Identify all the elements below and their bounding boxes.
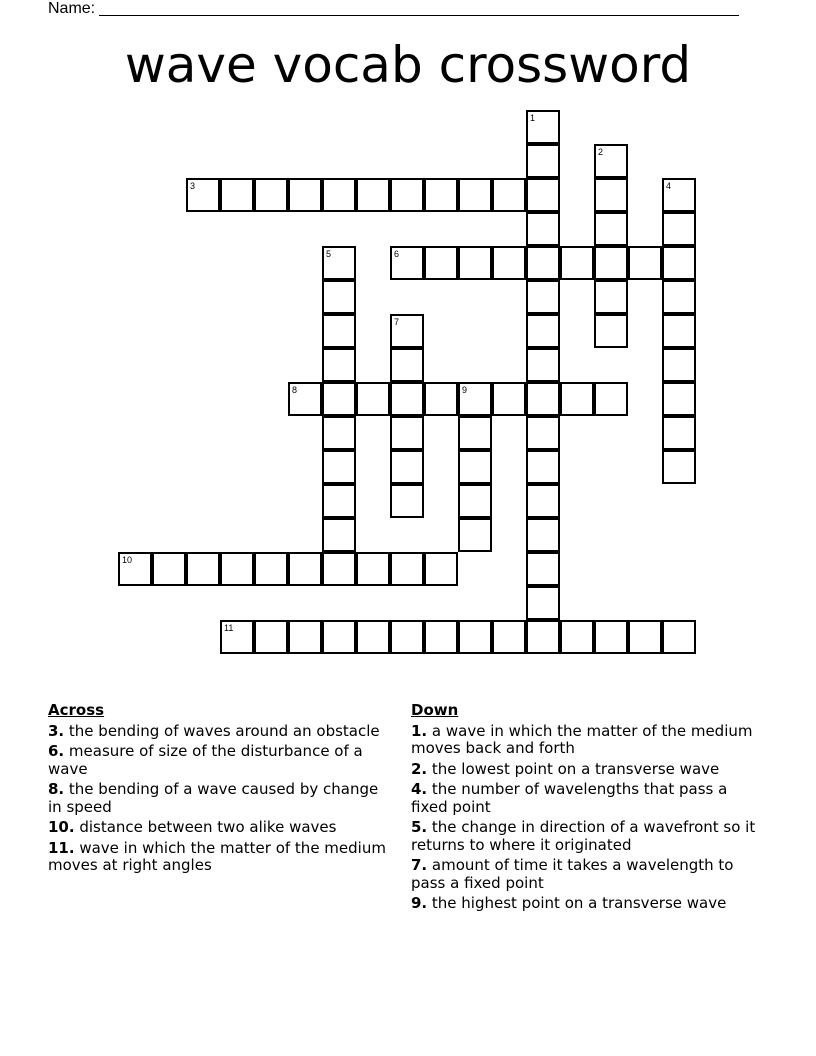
grid-cell[interactable] xyxy=(526,552,560,586)
clue-item xyxy=(411,781,756,816)
grid-cell[interactable] xyxy=(594,246,628,280)
clue-text: wave in which the matter of the medium moves at right angles xyxy=(48,838,386,874)
clue-num: 4. xyxy=(411,780,428,798)
grid-cell[interactable] xyxy=(458,178,492,212)
grid-cell[interactable] xyxy=(492,178,526,212)
clue-text: a wave in which the matter of the medium moves back and forth xyxy=(411,721,753,757)
clue-num: 1. xyxy=(411,721,428,740)
grid-cell[interactable] xyxy=(390,348,424,382)
grid-cell[interactable] xyxy=(594,212,628,246)
down-heading: Down xyxy=(411,701,459,719)
grid-cell[interactable] xyxy=(322,348,356,382)
grid-cell[interactable] xyxy=(458,518,492,552)
grid-cell[interactable] xyxy=(356,178,390,212)
grid-cell[interactable] xyxy=(662,212,696,246)
clue-num: 6. xyxy=(48,742,65,760)
grid-cell[interactable] xyxy=(424,246,458,280)
grid-cell[interactable] xyxy=(390,450,424,484)
across-heading: Across xyxy=(48,701,105,719)
grid-cell[interactable] xyxy=(322,484,356,518)
grid-cell[interactable] xyxy=(390,552,424,586)
clue-item xyxy=(411,819,756,854)
grid-cell[interactable] xyxy=(390,382,424,416)
grid-cell[interactable] xyxy=(662,314,696,348)
grid-cell[interactable] xyxy=(560,382,594,416)
grid-cell[interactable] xyxy=(526,280,560,314)
grid-cell[interactable] xyxy=(390,314,424,348)
grid-cell[interactable] xyxy=(526,178,560,212)
grid-cell[interactable] xyxy=(424,552,458,586)
grid-cell[interactable] xyxy=(594,144,628,178)
grid-cell[interactable] xyxy=(356,620,390,654)
down-clues xyxy=(411,702,756,916)
grid-cell[interactable] xyxy=(662,246,696,280)
grid-cell[interactable] xyxy=(424,178,458,212)
clue-text: the number of wavelengths that pass a fixed point xyxy=(411,780,728,816)
grid-cell[interactable] xyxy=(594,280,628,314)
grid-cell[interactable] xyxy=(186,552,220,586)
grid-cell[interactable] xyxy=(322,450,356,484)
grid-cell[interactable] xyxy=(662,348,696,382)
clue-text: the bending of a wave caused by change in speed xyxy=(48,780,379,816)
grid-cell[interactable] xyxy=(322,518,356,552)
clue-number: 11 xyxy=(224,623,234,633)
clue-num: 5. xyxy=(411,818,428,836)
grid-cell[interactable] xyxy=(492,382,526,416)
clue-item xyxy=(411,723,756,758)
grid-cell[interactable] xyxy=(458,382,492,416)
across-clue-list xyxy=(48,723,393,875)
clue-num: 9. xyxy=(411,894,428,912)
clue-number: 7 xyxy=(394,317,400,327)
grid-cell[interactable] xyxy=(594,620,628,654)
grid-cell[interactable] xyxy=(322,382,356,416)
clue-number: 6 xyxy=(394,249,400,259)
name-label: Name: xyxy=(48,0,96,17)
grid-cell[interactable] xyxy=(220,552,254,586)
grid-cell[interactable] xyxy=(254,620,288,654)
grid-cell[interactable] xyxy=(288,178,322,212)
clue-item xyxy=(411,895,756,913)
grid-cell[interactable] xyxy=(526,246,560,280)
down-clue-list xyxy=(411,723,756,913)
grid-cell[interactable] xyxy=(424,620,458,654)
clue-num: 7. xyxy=(411,856,428,874)
grid-cell[interactable] xyxy=(662,280,696,314)
grid-cell[interactable] xyxy=(254,178,288,212)
clue-number: 4 xyxy=(666,181,672,191)
grid-cell[interactable] xyxy=(356,382,390,416)
grid-cell[interactable] xyxy=(526,518,560,552)
grid-cell[interactable] xyxy=(526,110,560,144)
grid-cell[interactable] xyxy=(526,348,560,382)
grid-cell[interactable] xyxy=(322,620,356,654)
clue-number: 2 xyxy=(598,147,604,157)
grid-cell[interactable] xyxy=(220,620,254,654)
grid-cell[interactable] xyxy=(662,620,696,654)
grid-cell[interactable] xyxy=(118,552,152,586)
grid-cell[interactable] xyxy=(288,552,322,586)
grid-cell[interactable] xyxy=(390,620,424,654)
grid-cell[interactable] xyxy=(288,620,322,654)
clue-number: 8 xyxy=(292,385,298,395)
clue-item xyxy=(48,819,393,837)
grid-cell[interactable] xyxy=(186,178,220,212)
grid-cell[interactable] xyxy=(526,382,560,416)
grid-cell[interactable] xyxy=(560,620,594,654)
clue-text: the lowest point on a transverse wave xyxy=(427,759,720,778)
grid-cell[interactable] xyxy=(220,178,254,212)
grid-cell[interactable] xyxy=(458,416,492,450)
clue-item xyxy=(48,781,393,816)
grid-cell[interactable] xyxy=(662,178,696,212)
clue-number: 9 xyxy=(462,385,468,395)
clue-num: 10. xyxy=(48,818,75,836)
across-clues xyxy=(48,702,393,878)
grid-cell[interactable] xyxy=(526,620,560,654)
grid-cell[interactable] xyxy=(152,552,186,586)
grid-cell[interactable] xyxy=(526,416,560,450)
grid-cell[interactable] xyxy=(526,144,560,178)
clue-number: 1 xyxy=(530,113,536,123)
grid-cell[interactable] xyxy=(526,314,560,348)
grid-cell[interactable] xyxy=(560,246,594,280)
grid-cell[interactable] xyxy=(322,416,356,450)
grid-cell[interactable] xyxy=(390,484,424,518)
clue-text: amount of time it takes a wavelength to pass a fixed point xyxy=(411,856,734,892)
clue-num: 8. xyxy=(48,780,65,798)
grid-cell[interactable] xyxy=(492,246,526,280)
grid-cell[interactable] xyxy=(594,382,628,416)
clue-item xyxy=(411,857,756,892)
grid-cell[interactable] xyxy=(322,178,356,212)
grid-cell[interactable] xyxy=(254,552,288,586)
grid-cell[interactable] xyxy=(594,314,628,348)
clue-text: the change in direction of a wavefront so it returns to where it originated xyxy=(411,818,756,854)
grid-cell[interactable] xyxy=(390,416,424,450)
grid-cell[interactable] xyxy=(390,246,424,280)
grid-cell[interactable] xyxy=(356,552,390,586)
clue-num: 3. xyxy=(48,721,65,740)
clue-text: distance between two alike waves xyxy=(74,818,337,836)
grid-cell[interactable] xyxy=(458,484,492,518)
clue-num: 11. xyxy=(48,838,75,857)
grid-cell[interactable] xyxy=(288,382,322,416)
grid-cell[interactable] xyxy=(628,620,662,654)
clue-item xyxy=(48,840,393,875)
grid-cell[interactable] xyxy=(662,382,696,416)
clue-item xyxy=(48,723,393,741)
grid-cell[interactable] xyxy=(628,246,662,280)
clue-number: 5 xyxy=(326,249,332,259)
grid-cell[interactable] xyxy=(526,212,560,246)
grid-cell[interactable] xyxy=(322,314,356,348)
grid-cell[interactable] xyxy=(662,416,696,450)
grid-cell[interactable] xyxy=(458,246,492,280)
clue-num: 2. xyxy=(411,759,428,778)
grid-cell[interactable] xyxy=(458,620,492,654)
clue-item xyxy=(411,761,756,779)
grid-cell[interactable] xyxy=(458,450,492,484)
clue-text: the bending of waves around an obstacle xyxy=(64,721,380,740)
grid-cell[interactable] xyxy=(390,178,424,212)
clue-text: measure of size of the disturbance of a wave xyxy=(48,742,363,778)
grid-cell[interactable] xyxy=(322,280,356,314)
clue-number: 3 xyxy=(190,181,196,191)
grid-cell[interactable] xyxy=(424,382,458,416)
grid-cell[interactable] xyxy=(594,178,628,212)
grid-cell[interactable] xyxy=(526,450,560,484)
grid-cell[interactable] xyxy=(322,552,356,586)
clue-text: the highest point on a transverse wave xyxy=(427,894,727,912)
clue-number: 10 xyxy=(122,555,133,565)
grid-cell[interactable] xyxy=(526,484,560,518)
grid-cell[interactable] xyxy=(492,620,526,654)
grid-cell[interactable] xyxy=(526,586,560,620)
grid-cell[interactable] xyxy=(322,246,356,280)
grid-cell[interactable] xyxy=(662,450,696,484)
clue-item xyxy=(48,743,393,778)
page-title: wave vocab crossword xyxy=(124,36,692,94)
